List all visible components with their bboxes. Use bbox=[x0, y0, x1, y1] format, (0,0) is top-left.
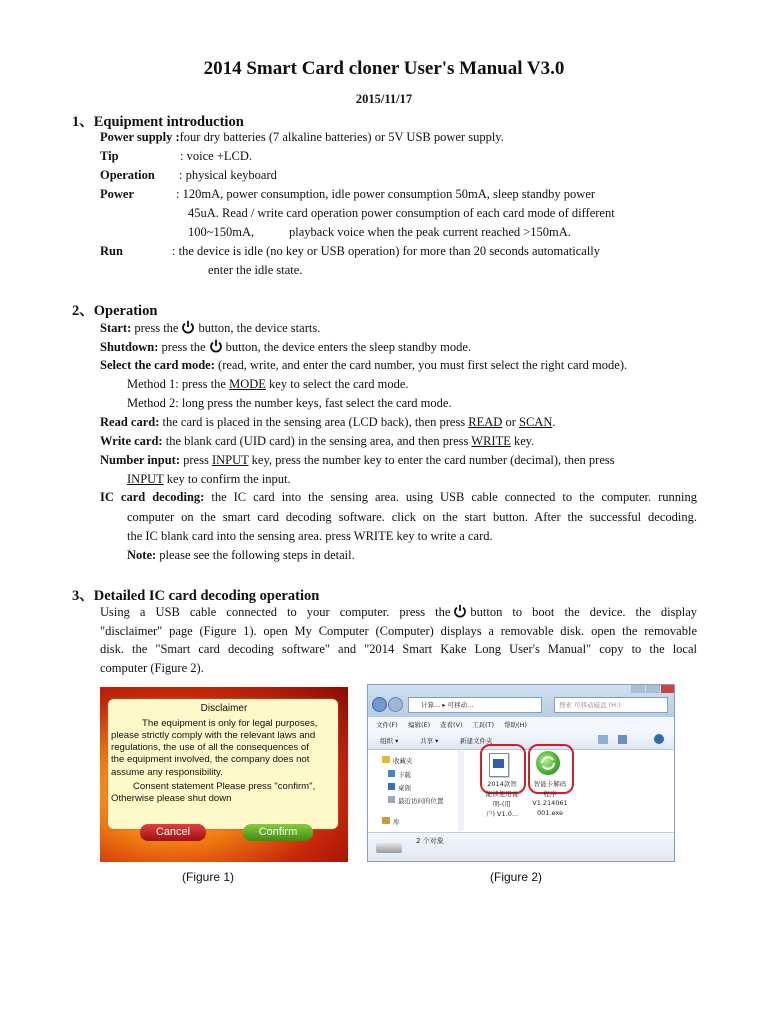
recent-places-icon bbox=[388, 796, 395, 803]
menu-view: 查看(V) bbox=[440, 721, 463, 729]
number-input-row bbox=[100, 452, 615, 468]
read-or: or bbox=[505, 415, 516, 429]
address-path: 计算... ▸ 可移动... bbox=[421, 701, 474, 709]
write-card-text: the blank card (UID card) in the sensing area, and then press bbox=[165, 434, 469, 448]
number-input-row-2 bbox=[127, 471, 291, 487]
disclaimer-heading: Disclaimer bbox=[200, 703, 248, 714]
view-icon bbox=[598, 735, 608, 744]
number-input-post: key, press the number key to enter the card number (decimal), then press bbox=[251, 453, 615, 467]
power-icon bbox=[181, 320, 195, 338]
ic-decoding-line-1 bbox=[100, 490, 697, 505]
nav-desktop: 桌面 bbox=[398, 784, 411, 792]
disclaimer-line-2: please strictly comply with the relevant laws and bbox=[111, 730, 316, 741]
figure-2-explorer-window bbox=[367, 684, 675, 862]
status-bar bbox=[368, 832, 674, 862]
note-row bbox=[127, 547, 355, 563]
menu-help: 帮助(H) bbox=[504, 721, 527, 729]
figure-2-caption: (Figure 2) bbox=[490, 870, 543, 884]
ic-decoding-line-2: computer on the smart card decoding software. click on the start button. After the successful decoding. bbox=[127, 510, 697, 524]
power-line-1: : 120mA, power consumption, idle power consumption 50mA, sleep standby power bbox=[176, 187, 596, 201]
close-icon bbox=[661, 685, 674, 693]
input-key-2: INPUT bbox=[127, 472, 164, 486]
section-3-paragraph-line-4: computer (Figure 2). bbox=[100, 661, 204, 675]
ic-decoding-label: IC card decoding: bbox=[100, 490, 205, 504]
file-1-name-line-2: 能读使用说 bbox=[485, 790, 519, 798]
menu-file: 文件(F) bbox=[376, 721, 398, 729]
maximize-button bbox=[646, 685, 660, 693]
back-icon bbox=[372, 697, 387, 712]
shutdown-row bbox=[100, 339, 471, 357]
power-supply-text: four dry batteries (7 alkaline batteries) or 5V USB power supply. bbox=[179, 130, 504, 144]
run-line-2: enter the idle state. bbox=[208, 263, 303, 277]
desktop-icon bbox=[388, 783, 395, 790]
tip-text: : voice +LCD. bbox=[180, 149, 252, 163]
minimize-button bbox=[631, 685, 645, 693]
document-title: 2014 Smart Card cloner User's Manual V3.0 bbox=[203, 58, 565, 79]
method-1-post: key to select the card mode. bbox=[269, 377, 409, 391]
operation-text: : physical keyboard bbox=[179, 168, 277, 182]
start-pre: press the bbox=[134, 321, 179, 335]
number-input-pre: press bbox=[183, 453, 209, 467]
shutdown-pre: press the bbox=[161, 340, 206, 354]
disclaimer-line-4: the equipment involved, the company does not bbox=[111, 754, 310, 765]
disclaimer-line-5: assume any responsibility. bbox=[111, 767, 223, 778]
toolbar-new-folder: 新建文件夹 bbox=[460, 737, 493, 745]
section-3-paragraph-line-1 bbox=[100, 604, 697, 622]
note-label: Note: bbox=[127, 548, 157, 562]
shutdown-label: Shutdown: bbox=[100, 340, 159, 354]
run-line-1: : the device is idle (no key or USB operation) for more than 20 seconds automatically bbox=[172, 244, 601, 258]
document-icon bbox=[489, 753, 509, 777]
refresh-program-icon bbox=[536, 751, 560, 775]
cancel-button: Cancel bbox=[140, 824, 206, 841]
navigation-pane bbox=[368, 750, 459, 832]
disclaimer-line-3: regulations, the use of all the consequences of bbox=[111, 742, 309, 753]
number-input-label: Number input: bbox=[100, 453, 180, 467]
power-label: Power bbox=[100, 187, 135, 201]
start-label: Start: bbox=[100, 321, 132, 335]
power-supply-row bbox=[100, 129, 504, 145]
number-input-post-2: key to confirm the input. bbox=[166, 472, 291, 486]
run-label: Run bbox=[100, 244, 123, 258]
read-key: READ bbox=[468, 415, 503, 429]
figure-1-caption: (Figure 1) bbox=[182, 870, 235, 884]
mode-key: MODE bbox=[229, 377, 266, 391]
read-card-label: Read card: bbox=[100, 415, 160, 429]
read-card-row bbox=[100, 414, 555, 430]
menu-tools: 工具(T) bbox=[472, 721, 495, 729]
disclaimer-line-1: The equipment is only for legal purposes, bbox=[142, 718, 318, 729]
method-1-pre: Method 1: press the bbox=[127, 377, 226, 391]
file-2-name-line-4: 001.exe bbox=[536, 809, 563, 817]
file-1-name-line-4: 户) V1.0... bbox=[485, 810, 519, 818]
figure-1-disclaimer-screen bbox=[100, 687, 348, 862]
shutdown-post: button, the device enters the sleep standby mode. bbox=[225, 340, 472, 354]
status-count: 2 个对象 bbox=[416, 837, 444, 845]
file-2-name-line-3: V1.214061 bbox=[532, 799, 568, 807]
section-2-heading: 2、Operation bbox=[72, 303, 158, 319]
nav-favorites: 收藏夹 bbox=[393, 757, 413, 765]
nav-scrollbar bbox=[458, 751, 464, 831]
disclaimer-line-6: Consent statement Please press "confirm", bbox=[133, 781, 316, 792]
power-line-3a: 100~150mA, bbox=[188, 225, 255, 239]
note-text: please see the following steps in detail. bbox=[159, 548, 355, 562]
s3-line-1-post: button to boot the device. the display bbox=[470, 605, 697, 619]
s3-line-1-pre: Using a USB cable connected to your computer. press the bbox=[100, 605, 451, 619]
write-key: WRITE bbox=[471, 434, 511, 448]
file-1-name-line-3: 明-(用 bbox=[493, 800, 511, 808]
toolbar-organize: 组织 ▾ bbox=[380, 737, 399, 745]
method-1-row bbox=[127, 376, 409, 392]
section-3-heading: 3、Detailed IC card decoding operation bbox=[72, 588, 320, 604]
write-card-label: Write card: bbox=[100, 434, 163, 448]
menu-edit: 编辑(E) bbox=[408, 721, 431, 729]
power-supply-label: Power supply : bbox=[100, 130, 180, 144]
toolbar-share: 共享 ▾ bbox=[420, 737, 439, 745]
tip-label: Tip bbox=[100, 149, 119, 163]
input-key: INPUT bbox=[211, 453, 249, 467]
file-1-name-line-1: 2014款智 bbox=[487, 780, 517, 788]
preview-pane-icon bbox=[618, 735, 627, 744]
nav-downloads: 下载 bbox=[398, 771, 411, 779]
downloads-icon bbox=[388, 770, 395, 777]
menu-bar bbox=[368, 717, 674, 731]
favorites-icon bbox=[382, 756, 390, 763]
start-row bbox=[100, 320, 320, 338]
ic-decoding-text-1: the IC card into the sensing area. using USB cable connected to the computer. running bbox=[211, 490, 698, 504]
search-input bbox=[554, 697, 668, 713]
operation-label: Operation bbox=[100, 168, 155, 182]
libraries-icon bbox=[382, 817, 390, 824]
ic-decoding-line-3: the IC blank card into the sensing area. press WRITE key to write a card. bbox=[127, 529, 493, 543]
write-card-row bbox=[100, 433, 534, 449]
power-line-2: 45uA. Read / write card operation power consumption of each card mode of different bbox=[188, 206, 615, 220]
file-2-name-line-2: 程序 bbox=[543, 790, 557, 798]
forward-icon bbox=[388, 697, 403, 712]
removable-drive-icon bbox=[376, 843, 402, 853]
scan-key: SCAN bbox=[519, 415, 553, 429]
disclaimer-line-7: Otherwise please shut down bbox=[111, 793, 232, 804]
power-icon bbox=[453, 604, 467, 622]
method-2-text: Method 2: long press the number keys, fast select the card mode. bbox=[127, 396, 452, 410]
select-mode-text: (read, write, and enter the card number, you must first select the right card mode). bbox=[218, 358, 628, 372]
search-placeholder: 搜索 可移动磁盘 (H:) bbox=[559, 701, 621, 709]
write-card-post: key. bbox=[514, 434, 535, 448]
document-date: 2015/11/17 bbox=[355, 92, 413, 106]
nav-recent-places: 最近访问的位置 bbox=[398, 797, 444, 805]
address-bar bbox=[408, 697, 542, 713]
power-line-3b: playback voice when the peak current reached >150mA. bbox=[289, 225, 571, 239]
read-end: . bbox=[552, 415, 556, 429]
read-card-text: the card is placed in the sensing area (LCD back), then press bbox=[162, 415, 466, 429]
file-2-name-line-1: 智能卡解码 bbox=[533, 780, 567, 788]
help-icon bbox=[654, 734, 664, 744]
section-3-paragraph-line-3: disk. the "Smart card decoding software" and "2014 Smart Kake Long User's Manual" copy to the local bbox=[100, 642, 697, 656]
start-post: button, the device starts. bbox=[198, 321, 321, 335]
select-mode-row bbox=[100, 357, 627, 373]
power-icon bbox=[209, 339, 223, 357]
section-3-paragraph-line-2: "disclaimer" page (Figure 1). open My Computer (Computer) displays a removable disk. open the removable bbox=[100, 624, 697, 638]
nav-libraries: 库 bbox=[393, 818, 400, 826]
section-1-heading: 1、Equipment introduction bbox=[72, 114, 244, 130]
confirm-button: Confirm bbox=[243, 824, 313, 841]
select-mode-label: Select the card mode: bbox=[100, 358, 215, 372]
